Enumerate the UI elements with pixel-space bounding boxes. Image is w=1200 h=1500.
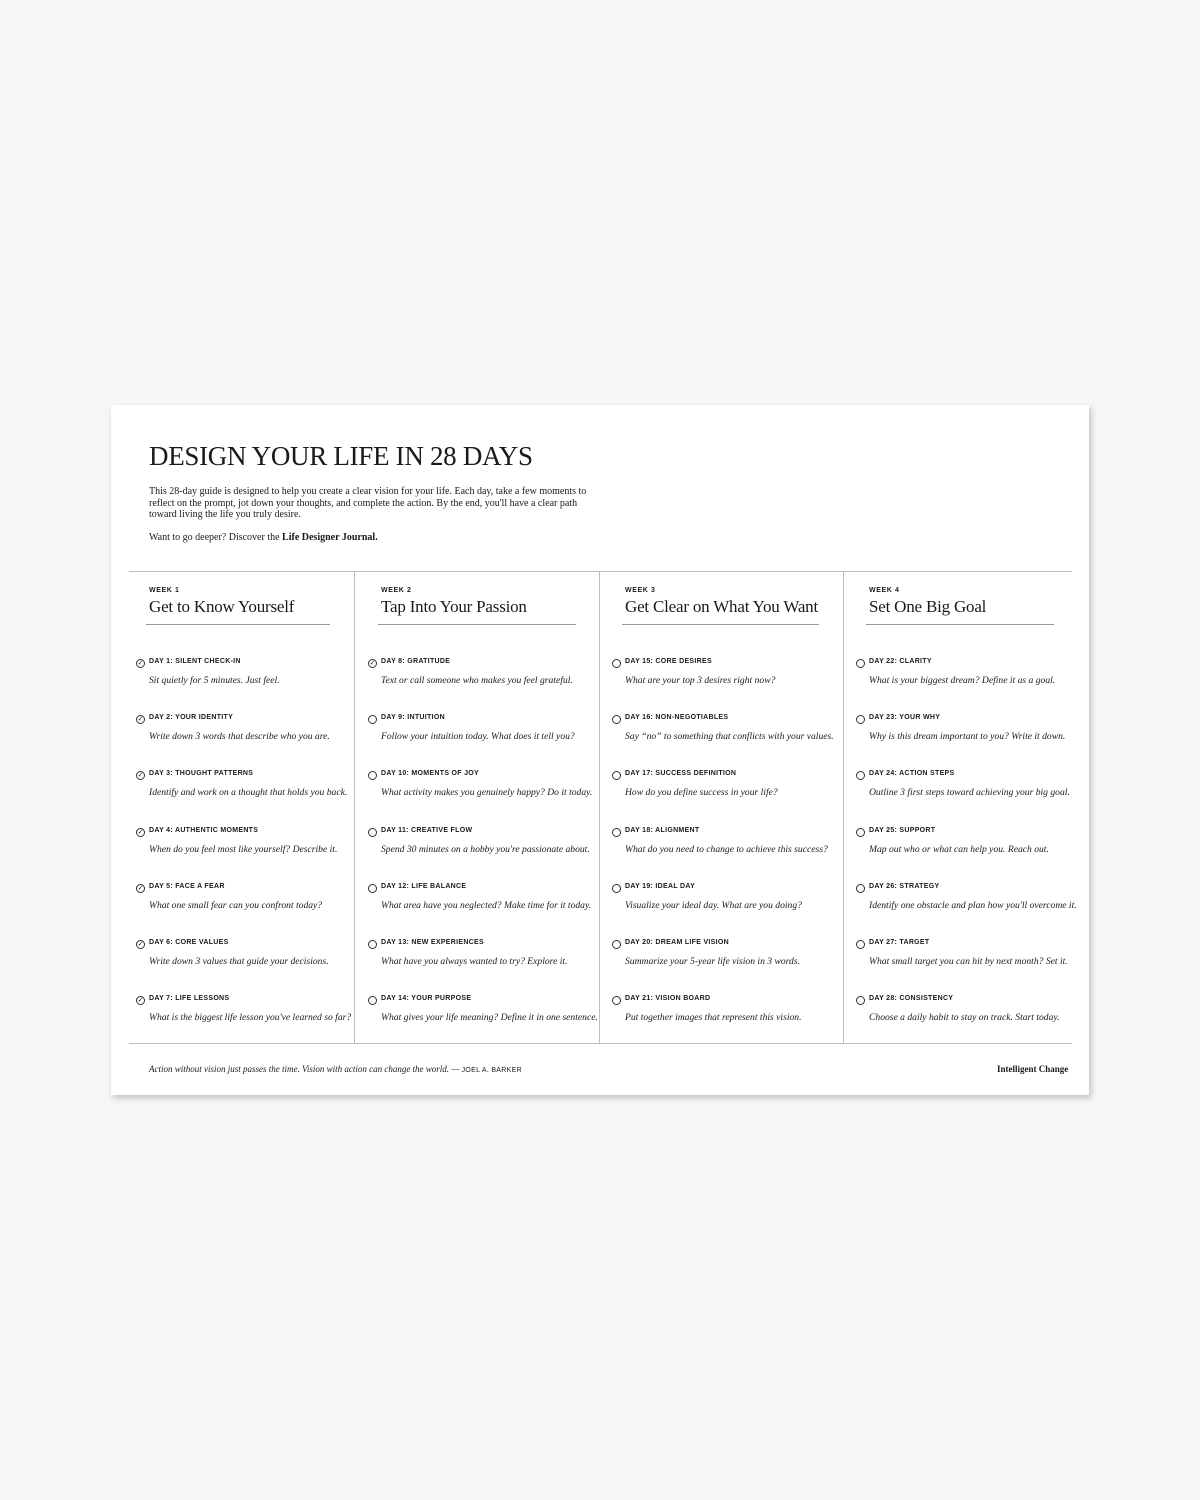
checked-circle-icon[interactable]: ✓: [137, 940, 144, 948]
checked-circle-icon[interactable]: ✓: [137, 659, 144, 667]
day-prompt: What area have you neglected? Make time for it today.: [381, 900, 592, 911]
day-prompt: Spend 30 minutes on a hobby you're passionate about.: [381, 844, 590, 855]
quote-author: JOEL A. BARKER: [461, 1067, 522, 1074]
day-label: DAY 13: NEW EXPERIENCES: [381, 939, 484, 946]
life-designer-journal-link[interactable]: Life Designer Journal.: [282, 532, 378, 543]
empty-circle-icon[interactable]: [368, 771, 377, 780]
empty-circle-icon[interactable]: [612, 884, 621, 893]
week-column-2: [354, 571, 599, 1043]
day-label: DAY 17: SUCCESS DEFINITION: [625, 770, 737, 777]
day-prompt: Text or call someone who makes you feel grateful.: [381, 675, 573, 686]
empty-circle-icon[interactable]: [612, 828, 621, 837]
day-label: DAY 8: GRATITUDE: [381, 658, 451, 665]
day-prompt: What are your top 3 desires right now?: [625, 675, 776, 686]
day-prompt: Map out who or what can help you. Reach out.: [869, 844, 1049, 855]
empty-circle-icon[interactable]: [612, 771, 621, 780]
intro-paragraph: This 28-day guide is designed to help you create a clear vision for your life. Each day, take a few moments to reflect on the prompt, jot down your thoughts, and complete the action. By the end, you'll have a clear path toward living the life you truly desire.: [149, 486, 587, 521]
empty-circle-icon[interactable]: [612, 996, 621, 1005]
day-label: DAY 15: CORE DESIRES: [625, 658, 712, 665]
day-label: DAY 24: ACTION STEPS: [869, 770, 955, 777]
day-label: DAY 10: MOMENTS OF JOY: [381, 770, 480, 777]
empty-circle-icon[interactable]: [856, 996, 865, 1005]
day-label: DAY 1: SILENT CHECK-IN: [149, 658, 241, 665]
day-label: DAY 23: YOUR WHY: [869, 714, 941, 721]
day-label: DAY 26: STRATEGY: [869, 883, 940, 890]
week-column-3: [599, 571, 843, 1043]
day-prompt: Outline 3 first steps toward achieving your big goal.: [869, 787, 1070, 798]
day-prompt: When do you feel most like yourself? Describe it.: [149, 844, 338, 855]
checked-circle-icon[interactable]: ✓: [137, 996, 144, 1004]
day-label: DAY 22: CLARITY: [869, 658, 932, 665]
day-label: DAY 14: YOUR PURPOSE: [381, 995, 472, 1002]
empty-circle-icon[interactable]: [368, 996, 377, 1005]
day-prompt: Follow your intuition today. What does it tell you?: [381, 731, 575, 742]
day-prompt: Identify one obstacle and plan how you'll overcome it.: [869, 900, 1077, 911]
day-label: DAY 2: YOUR IDENTITY: [149, 714, 234, 721]
week-label: WEEK 4: [869, 587, 900, 594]
day-label: DAY 20: DREAM LIFE VISION: [625, 939, 729, 946]
week-label: WEEK 3: [625, 587, 656, 594]
deeper-prefix: Want to go deeper? Discover the: [149, 532, 280, 543]
week-column-1: [137, 571, 354, 1043]
grid-bottom-rule: [129, 1043, 1072, 1044]
week-column-4: [843, 571, 1077, 1043]
journal-sheet: [111, 405, 1089, 1095]
day-label: DAY 19: IDEAL DAY: [625, 883, 696, 890]
day-label: DAY 4: AUTHENTIC MOMENTS: [149, 827, 259, 834]
day-prompt: Identify and work on a thought that holds you back.: [149, 787, 348, 798]
day-label: DAY 12: LIFE BALANCE: [381, 883, 467, 890]
quote-text: Action without vision just passes the time. Vision with action can change the world.: [149, 1064, 450, 1074]
day-prompt: What one small fear can you confront today?: [149, 900, 323, 911]
empty-circle-icon[interactable]: [368, 884, 377, 893]
day-prompt: What is the biggest life lesson you've learned so far?: [149, 1012, 352, 1023]
day-label: DAY 11: CREATIVE FLOW: [381, 827, 473, 834]
week-rule: [378, 624, 576, 625]
day-prompt: Sit quietly for 5 minutes. Just feel.: [149, 675, 280, 686]
day-prompt: Summarize your 5-year life vision in 3 words.: [625, 956, 800, 967]
empty-circle-icon[interactable]: [612, 659, 621, 668]
empty-circle-icon[interactable]: [368, 715, 377, 724]
day-label: DAY 3: THOUGHT PATTERNS: [149, 770, 254, 777]
empty-circle-icon[interactable]: [856, 940, 865, 949]
day-prompt: Choose a daily habit to stay on track. Start today.: [869, 1012, 1060, 1023]
empty-circle-icon[interactable]: [368, 828, 377, 837]
day-prompt: How do you define success in your life?: [625, 787, 778, 798]
day-prompt: Write down 3 words that describe who you are.: [149, 731, 330, 742]
page-title: DESIGN YOUR LIFE IN 28 DAYS: [149, 441, 533, 471]
week-title: Get to Know Yourself: [149, 597, 295, 616]
week-label: WEEK 1: [149, 587, 180, 594]
day-label: DAY 6: CORE VALUES: [149, 939, 229, 946]
week-rule: [146, 624, 330, 625]
week-title: Get Clear on What You Want: [625, 597, 819, 616]
day-label: DAY 25: SUPPORT: [869, 827, 936, 834]
deeper-line: [149, 532, 378, 543]
day-prompt: Write down 3 values that guide your decisions.: [149, 956, 329, 967]
checked-circle-icon[interactable]: ✓: [369, 659, 376, 667]
day-prompt: What is your biggest dream? Define it as a goal.: [869, 675, 1056, 686]
empty-circle-icon[interactable]: [368, 940, 377, 949]
week-title: Set One Big Goal: [869, 597, 987, 616]
day-prompt: What small target you can hit by next month? Set it.: [869, 956, 1068, 967]
week-rule: [622, 624, 819, 625]
empty-circle-icon[interactable]: [856, 828, 865, 837]
empty-circle-icon[interactable]: [856, 659, 865, 668]
checked-circle-icon[interactable]: ✓: [137, 884, 144, 892]
day-label: DAY 5: FACE A FEAR: [149, 883, 225, 890]
checked-circle-icon[interactable]: ✓: [137, 828, 144, 836]
brand-name: Intelligent Change: [997, 1064, 1069, 1074]
day-label: DAY 16: NON-NEGOTIABLES: [625, 714, 729, 721]
day-prompt: What have you always wanted to try? Explore it.: [381, 956, 568, 967]
day-prompt: Say “no” to something that conflicts with your values.: [625, 731, 834, 742]
day-prompt: What activity makes you genuinely happy? Do it today.: [381, 787, 593, 798]
empty-circle-icon[interactable]: [856, 771, 865, 780]
empty-circle-icon[interactable]: [856, 884, 865, 893]
day-prompt: Put together images that represent this vision.: [625, 1012, 802, 1023]
week-rule: [866, 624, 1054, 625]
day-prompt: What gives your life meaning? Define it in one sentence.: [381, 1012, 598, 1023]
day-prompt: What do you need to change to achieve this success?: [625, 844, 828, 855]
day-prompt: Visualize your ideal day. What are you doing?: [625, 900, 802, 911]
day-prompt: Why is this dream important to you? Write it down.: [869, 731, 1066, 742]
empty-circle-icon[interactable]: [612, 940, 621, 949]
footer-quote: [149, 1064, 522, 1074]
day-label: DAY 27: TARGET: [869, 939, 930, 946]
checked-circle-icon[interactable]: ✓: [137, 715, 144, 723]
week-title: Tap Into Your Passion: [381, 597, 527, 616]
checked-circle-icon[interactable]: ✓: [137, 771, 144, 779]
week-label: WEEK 2: [381, 587, 412, 594]
day-label: DAY 28: CONSISTENCY: [869, 995, 954, 1002]
day-label: DAY 18: ALIGNMENT: [625, 827, 700, 834]
day-label: DAY 7: LIFE LESSONS: [149, 995, 230, 1002]
day-label: DAY 21: VISION BOARD: [625, 995, 711, 1002]
empty-circle-icon[interactable]: [856, 715, 865, 724]
day-label: DAY 9: INTUITION: [381, 714, 445, 721]
empty-circle-icon[interactable]: [612, 715, 621, 724]
quote-separator: —: [451, 1064, 460, 1074]
